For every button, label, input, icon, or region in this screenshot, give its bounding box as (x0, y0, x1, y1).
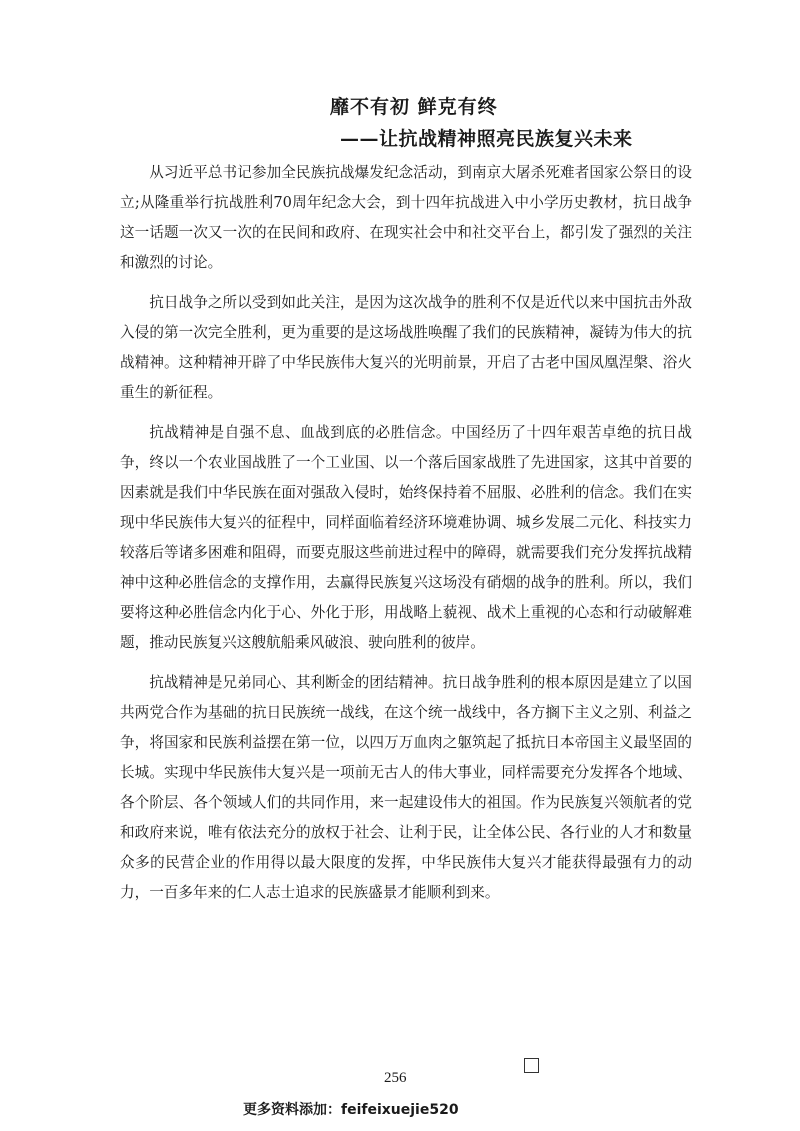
document-subtitle: ——让抗战精神照亮民族复兴未来 (340, 128, 633, 150)
document-title: 靡不有初 鲜克有终 (330, 96, 498, 118)
paragraph-1: 从习近平总书记参加全民族抗战爆发纪念活动，到南京大屠杀死难者国家公祭日的设立;从隆重举行抗战胜利70周年纪念大会，到十四年抗战进入中小学历史教材，抗日战争这一话题一次又一次的在民间和政府、在现实社会中和社交平台上，都引发了强烈的关注和激烈的讨论。 (120, 164, 692, 271)
empty-checkbox (524, 1058, 539, 1073)
footer-text: 更多资料添加：feifeixuejie520 (243, 1102, 459, 1118)
paragraph-4: 抗战精神是兄弟同心、其利断金的团结精神。抗日战争胜利的根本原因是建立了以国共两党合作为基础的抗日民族统一战线，在这个统一战线中，各方搁下主义之别、利益之争，将国家和民族利益摆在第一位，以四万万血肉之躯筑起了抵抗日本帝国主义最坚固的长城。实现中华民族伟大复兴是一项前无古人的伟大事业，同样需要充分发挥各个地域、各个阶层、各个领域人们的共同作用，来一起建设伟大的祖国。作为民族复兴领航者的党和政府来说，唯有依法充分的放权于社会、让利于民，让全体公民、各行业的人才和数量众多的民营企业的作用得以最大限度的发挥，中华民族伟大复兴才能获得最强有力的动力，一百多年来的仁人志士追求的民族盛景才能顺利到来。 (120, 674, 692, 901)
paragraph-2: 抗日战争之所以受到如此关注，是因为这次战争的胜利不仅是近代以来中国抗击外敌入侵的第一次完全胜利，更为重要的是这场战胜唤醒了我们的民族精神，凝铸为伟大的抗战精神。这种精神开辟了中华民族伟大复兴的光明前景，开启了古老中国凤凰涅槃、浴火重生的新征程。 (120, 294, 692, 401)
document-body (120, 158, 692, 918)
page-number: 256 (384, 1070, 407, 1086)
paragraph-3: 抗战精神是自强不息、血战到底的必胜信念。中国经历了十四年艰苦卓绝的抗日战争，终以一个农业国战胜了一个工业国、以一个落后国家战胜了先进国家，这其中首要的因素就是我们中华民族在面对强敌入侵时，始终保持着不屈服、必胜利的信念。我们在实现中华民族伟大复兴的征程中，同样面临着经济环境难协调、城乡发展二元化、科技实力较落后等诸多困难和阻碍，而要克服这些前进过程中的障碍，就需要我们充分发挥抗战精神中这种必胜信念的支撑作用，去赢得民族复兴这场没有硝烟的战争的胜利。所以，我们要将这种必胜信念内化于心、外化于形，用战略上藐视、战术上重视的心态和行动破解难题，推动民族复兴这艘航船乘风破浪、驶向胜利的彼岸。 (120, 424, 692, 651)
